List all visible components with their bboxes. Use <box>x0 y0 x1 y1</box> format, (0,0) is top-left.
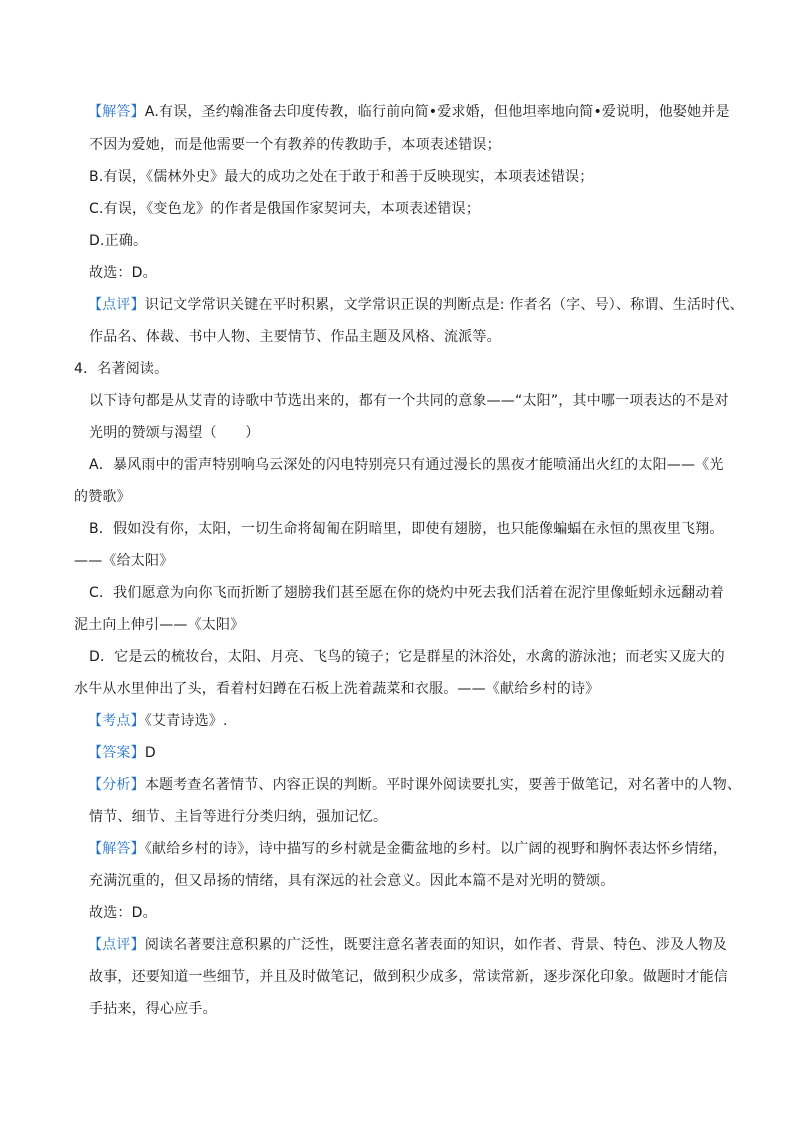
q3-final-answer: 故选：D。 <box>89 265 157 281</box>
q4-option-a-line-1: A．暴风雨中的雷声特别响乌云深处的闪电特别亮只有通过漫长的黑夜才能喷涌出火红的太阳——《光 <box>89 457 724 473</box>
q3-solution-line-2: 不因为爱她，而是他需要一个有教养的传教助手，本项表述错误； <box>89 137 501 153</box>
q4-stem-line-2: 光明的赞颂与渴望（ ） <box>89 425 260 441</box>
knowledge-tag: 【考点】 <box>88 713 145 729</box>
q4-solution-line-2: 充满沉重的，但又昂扬的情绪，具有深远的社会意义。因此本篇不是对光明的赞颂。 <box>89 873 615 889</box>
q3-option-d-note: D.正确。 <box>89 233 148 249</box>
q4-comment-line-1: 【点评】阅读名著要注意积累的广泛性，既要注意名著表面的知识，如作者、背景、特色、涉及人物及 <box>88 937 728 953</box>
q4-option-c-line-1: C．我们愿意为向你飞而折断了翅膀我们甚至愿在你的烧灼中死去我们活着在泥泞里像蚯蚓永远翻动着 <box>89 585 724 601</box>
q4-comment-line-2: 故事，还要知道一些细节，并且及时做笔记，做到积少成多，常读常新，逐步深化印象。做题时才能信 <box>89 969 728 985</box>
q4-option-b-line-1: B．假如没有你，太阳，一切生命将匐匍在阴暗里，即使有翅膀，也只能像蝙蝠在永恒的黑夜里飞翔。 <box>89 521 724 537</box>
q3-option-c-note: C.有误，《变色龙》的作者是俄国作家契诃夫，本项表述错误； <box>89 201 481 217</box>
q4-analysis-line-1: 【分析】本题考查名著情节、内容正误的判断。平时课外阅读要扎实，要善于做笔记，对名著中的人物、 <box>88 777 742 793</box>
q3-solution-line-1: 【解答】A.有误，圣约翰准备去印度传教，临行前向简•爱求婚，但他坦率地向简•爱说明，他娶她并是 <box>88 104 730 120</box>
analysis-tag: 【分析】 <box>88 777 145 793</box>
q4-option-d-line-2: 水牛从水里伸出了头，看着村妇蹲在石板上洗着蔬菜和衣服。——《献给乡村的诗》 <box>74 681 600 697</box>
q4-option-b-line-2: ——《给太阳》 <box>74 553 174 569</box>
q4-heading: 4．名著阅读。 <box>74 361 169 377</box>
solution-tag: 【解答】 <box>88 104 145 120</box>
q3-comment-line-1: 【点评】识记文学常识关键在平时积累，文学常识正误的判断点是: 作者名（字、号）、称谓、生活时代、 <box>88 297 744 313</box>
q3-option-b-note: B.有误，《儒林外史》最大的成功之处在于敢于和善于反映现实，本项表述错误； <box>89 169 594 185</box>
q4-option-d-line-1: D．它是云的梳妆台，太阳、月亮、飞鸟的镜子；它是群星的沐浴处，水禽的游泳池；而老实又庞大的 <box>89 649 725 665</box>
q4-answer: 【答案】D <box>88 745 156 761</box>
q4-option-a-line-2: 的赞歌》 <box>74 489 131 505</box>
q4-knowledge-point: 【考点】《艾青诗选》. <box>88 713 228 729</box>
q4-comment-line-3: 手拈来，得心应手。 <box>89 1001 217 1017</box>
q4-final-answer: 故选：D。 <box>89 905 157 921</box>
q4-analysis-line-2: 情节、细节、主旨等进行分类归纳，强加记忆。 <box>89 809 388 825</box>
q4-stem-line-1: 以下诗句都是从艾青的诗歌中节选出来的，都有一个共同的意象——“太阳”，其中哪一项表达的不是对 <box>89 393 729 409</box>
answer-tag: 【答案】 <box>88 745 145 761</box>
comment-tag: 【点评】 <box>88 297 145 313</box>
comment-tag: 【点评】 <box>88 937 145 953</box>
q3-comment-line-2: 作品名、体裁、书中人物、主要情节、作品主题及风格、流派等。 <box>89 329 501 345</box>
solution-tag: 【解答】 <box>88 841 145 857</box>
q4-option-c-line-2: 泥土向上伸引——《太阳》 <box>74 617 245 633</box>
q4-solution-line-1: 【解答】《献给乡村的诗》，诗中描写的乡村就是金衢盆地的乡村。以广阔的视野和胸怀表达怀乡情绪， <box>88 841 728 857</box>
